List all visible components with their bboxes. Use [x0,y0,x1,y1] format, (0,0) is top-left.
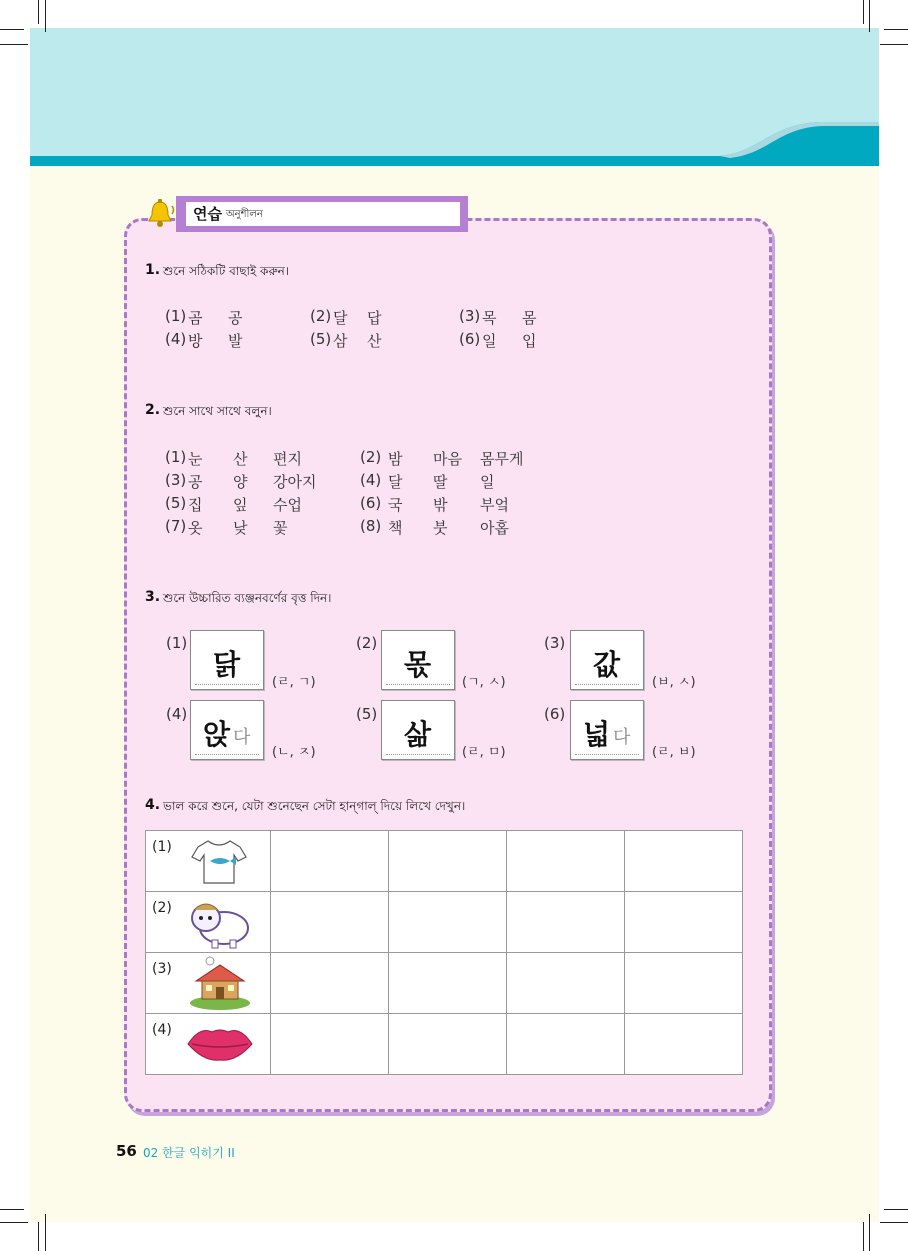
header-wave [30,118,879,166]
q2-word: 밤 [388,450,403,468]
q2-word: 편지 [273,450,302,468]
syllable: 앉 [203,718,231,751]
crop-mark [869,1214,870,1251]
q2-item-number: (4) [360,471,382,489]
table-row [146,953,743,1014]
q3-item-number: (5) [356,705,378,723]
chapter-title: 02 한글 익히기 II [143,1146,235,1160]
writing-cell[interactable] [271,953,389,1014]
consonant-options[interactable]: (ㄴ, ㅈ) [272,745,316,760]
crop-mark [884,29,908,30]
crop-mark [880,1222,908,1223]
syllable-suffix: 다 [233,727,251,748]
q1-choice[interactable]: 공 [228,309,243,327]
q1-number: 1. [145,262,161,278]
writing-cell[interactable] [625,831,743,892]
syllable-card [381,630,455,690]
q2-word: 아홉 [480,519,509,537]
table-row [146,831,743,892]
q1-item-number: (1) [165,307,187,325]
syllable-suffix: 다 [613,727,631,748]
q1-choice[interactable]: 산 [367,332,382,350]
row-label: (2) [152,900,172,916]
table-row [146,892,743,953]
writing-cell[interactable] [507,953,625,1014]
q2-word: 꽃 [273,519,288,537]
writing-cell[interactable] [389,1014,507,1075]
section-title: 연습 [193,205,222,223]
q2-word: 산 [233,450,248,468]
q2-word: 집 [188,496,203,514]
writing-cell[interactable] [389,892,507,953]
crop-mark [884,1209,908,1210]
crop-mark [0,29,24,30]
q2-word: 딸 [433,473,448,491]
q2-word: 마음 [433,450,462,468]
crop-mark [0,1222,28,1223]
q2-word: 붓 [433,519,448,537]
q3-item-number: (3) [544,634,566,652]
syllable: 닭 [213,648,241,681]
writing-table [145,830,743,1075]
crop-mark [863,1222,864,1251]
crop-mark [45,1214,46,1251]
q2-word: 몸무게 [480,450,524,468]
page-number: 56 [116,1142,137,1160]
q1-choice[interactable]: 발 [228,332,243,350]
q1-item-number: (6) [459,330,481,348]
q2-item-number: (5) [165,494,187,512]
q3-item-number: (1) [166,634,188,652]
t-shirt-icon [190,837,248,887]
section-subtitle: অনুশীলন [226,209,263,220]
q2-word: 부엌 [480,496,509,514]
q2-item-number: (3) [165,471,187,489]
consonant-options[interactable]: (ㅂ, ㅅ) [652,675,696,690]
q2-item-number: (7) [165,517,187,535]
q3-number: 3. [145,589,161,605]
q2-number: 2. [145,402,161,418]
writing-cell[interactable] [271,892,389,953]
q2-word: 책 [388,519,403,537]
writing-cell[interactable] [507,831,625,892]
writing-cell[interactable] [625,892,743,953]
q2-word: 달 [388,473,403,491]
q1-choice[interactable]: 일 [482,332,497,350]
q2-word: 강아지 [273,473,317,491]
q2-item-number: (1) [165,448,187,466]
syllable: 몫 [404,648,432,681]
syllable-card [570,630,644,690]
writing-cell[interactable] [389,953,507,1014]
consonant-options[interactable]: (ㄹ, ㄱ) [272,675,316,690]
q1-choice[interactable]: 곰 [188,309,203,327]
q2-word: 옷 [188,519,203,537]
crop-mark [869,0,870,32]
writing-cell[interactable] [625,1014,743,1075]
row-label: (4) [152,1022,172,1038]
q2-word: 일 [480,473,495,491]
writing-cell[interactable] [271,831,389,892]
q3-instruction: শুনে উচ্চারিত ব্যঞ্জনবর্ণের বৃত্ত দিন। [163,591,332,605]
q2-item-number: (2) [360,448,382,466]
q1-item-number: (3) [459,307,481,325]
table-row [146,1014,743,1075]
q1-instruction: শুনে সঠিকটি বাছাই করুন। [163,264,290,278]
picture-cell [146,1014,271,1075]
house-icon [186,955,252,1011]
writing-cell[interactable] [271,1014,389,1075]
q4-instruction: ভাল করে শুনে, যেটা শুনেছেন সেটা হান্গাল্ দিয়ে লিখে দেখুন। [163,799,466,813]
q2-instruction: শুনে সাথে সাথে বলুন। [163,404,272,418]
q2-word: 잎 [233,496,248,514]
syllable-card [190,700,264,760]
crop-mark [38,0,39,24]
q2-word: 국 [388,496,403,514]
q2-word: 눈 [188,450,203,468]
q2-word: 공 [188,473,203,491]
q3-item-number: (4) [166,705,188,723]
q3-item-number: (6) [544,705,566,723]
q1-choice[interactable]: 입 [522,332,537,350]
writing-cell[interactable] [507,892,625,953]
crop-mark [0,44,28,45]
syllable: 삶 [404,718,432,751]
picture-cell [146,892,271,953]
crop-mark [880,44,908,45]
syllable: 값 [593,648,621,681]
crop-mark [0,1209,24,1210]
lips-icon [186,1024,254,1064]
q4-number: 4. [145,797,161,813]
q1-choice[interactable]: 답 [367,309,382,327]
q1-item-number: (5) [310,330,332,348]
writing-cell[interactable] [625,953,743,1014]
consonant-options[interactable]: (ㄹ, ㅂ) [652,745,696,760]
q3-item-number: (2) [356,634,378,652]
crop-mark [863,0,864,24]
q2-word: 양 [233,473,248,491]
q1-choice[interactable]: 달 [333,309,348,327]
q1-item-number: (4) [165,330,187,348]
q1-choice[interactable]: 방 [188,332,203,350]
q2-item-number: (8) [360,517,382,535]
bell-icon [144,198,176,230]
q1-choice[interactable]: 목 [482,309,497,327]
syllable-card [190,630,264,690]
q1-choice[interactable]: 몸 [522,309,537,327]
q1-choice[interactable]: 삼 [333,332,348,350]
q2-word: 낮 [233,519,248,537]
picture-cell [146,953,271,1014]
syllable-card [570,700,644,760]
writing-cell[interactable] [507,1014,625,1075]
picture-cell [146,831,271,892]
q1-item-number: (2) [310,307,332,325]
row-label: (1) [152,839,172,855]
consonant-options[interactable]: (ㄹ, ㅁ) [462,745,506,760]
sheep-icon [186,896,252,950]
q2-word: 수업 [273,496,302,514]
q2-word: 밖 [433,496,448,514]
writing-cell[interactable] [389,831,507,892]
crop-mark [38,1222,39,1251]
crop-mark [45,0,46,32]
row-label: (3) [152,961,172,977]
syllable-card [381,700,455,760]
q2-item-number: (6) [360,494,382,512]
consonant-options[interactable]: (ㄱ, ㅅ) [462,675,506,690]
syllable: 넓 [583,718,611,751]
